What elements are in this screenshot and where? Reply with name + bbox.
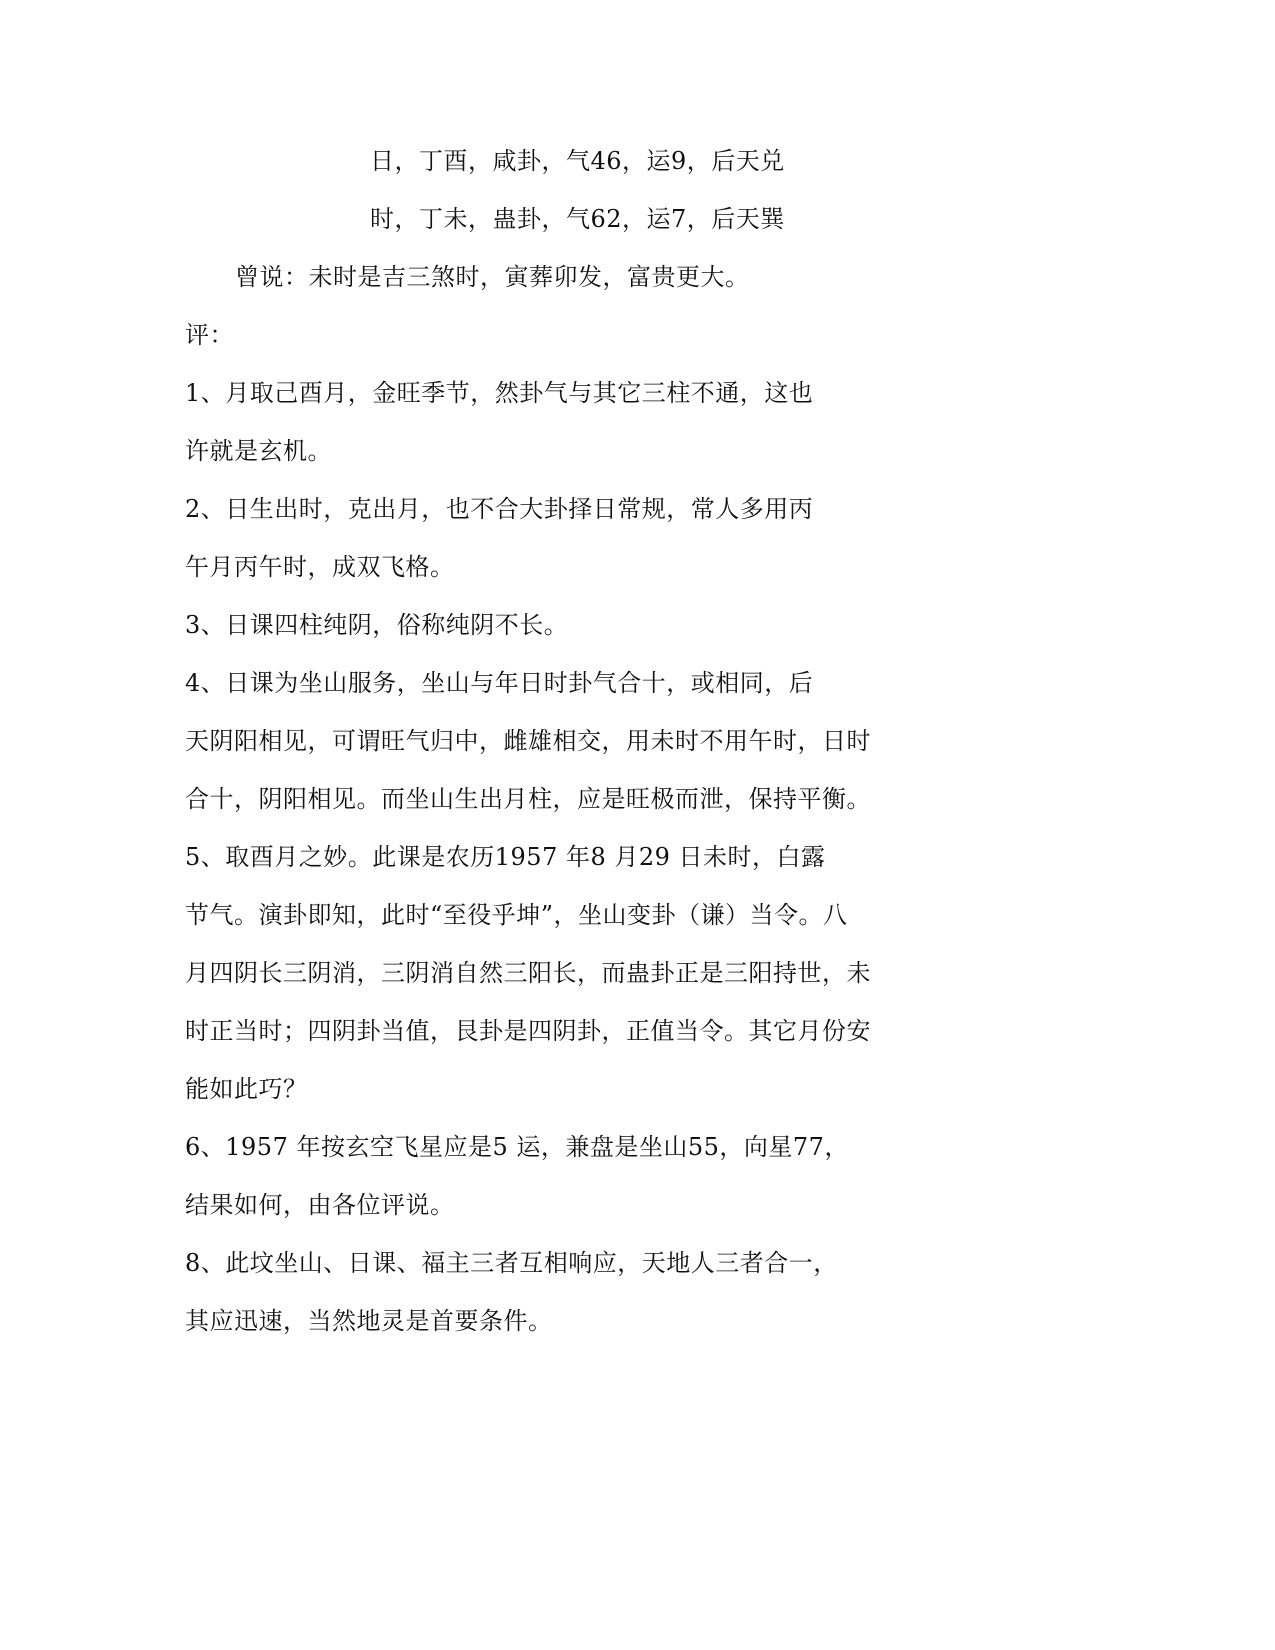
comment-line: 月四阴长三阴消，三阴消自然三阳长，而蛊卦正是三阳持世，未 bbox=[185, 959, 871, 987]
comment-line: 天阴阳相见，可谓旺气归中，雌雄相交，用未时不用午时，日时 bbox=[185, 727, 871, 755]
pillar-line-hour: 时，丁未，蛊卦，气62，运7，后天巽 bbox=[370, 205, 785, 233]
comment-line: 能如此巧？ bbox=[185, 1075, 308, 1103]
comment-line: 3、日课四柱纯阴，俗称纯阴不长。 bbox=[185, 611, 569, 639]
comment-line: 许就是玄机。 bbox=[185, 437, 332, 465]
quote-line: 曾说：未时是吉三煞时，寅葬卯发，富贵更大。 bbox=[235, 263, 750, 291]
comment-line: 2、日生出时，克出月，也不合大卦择日常规，常人多用丙 bbox=[185, 495, 814, 523]
comment-line: 6、1957 年按玄空飞星应是5 运，兼盘是坐山55，向星77， bbox=[185, 1133, 849, 1161]
comment-line: 合十，阴阳相见。而坐山生出月柱，应是旺极而泄，保持平衡。 bbox=[185, 785, 871, 813]
comment-line: 5、取酉月之妙。此课是农历1957 年8 月29 日未时，白露 bbox=[185, 843, 826, 871]
pillar-line-day: 日，丁酉，咸卦，气46，运9，后天兑 bbox=[370, 147, 785, 175]
comment-line: 1、月取己酉月，金旺季节，然卦气与其它三柱不通，这也 bbox=[185, 379, 814, 407]
comment-line: 8、此坟坐山、日课、福主三者互相响应，天地人三者合一， bbox=[185, 1249, 838, 1277]
comment-line: 时正当时；四阴卦当值，艮卦是四阴卦，正值当令。其它月份安 bbox=[185, 1017, 871, 1045]
comment-line: 4、日课为坐山服务，坐山与年日时卦气合十，或相同，后 bbox=[185, 669, 814, 697]
comment-heading: 评： bbox=[185, 321, 234, 349]
comment-line: 其应迅速，当然地灵是首要条件。 bbox=[185, 1307, 553, 1335]
comment-line: 结果如何，由各位评说。 bbox=[185, 1191, 455, 1219]
comment-line: 节气。演卦即知，此时“至役乎坤”，坐山变卦（谦）当令。八 bbox=[185, 901, 848, 929]
comment-line: 午月丙午时，成双飞格。 bbox=[185, 553, 455, 581]
